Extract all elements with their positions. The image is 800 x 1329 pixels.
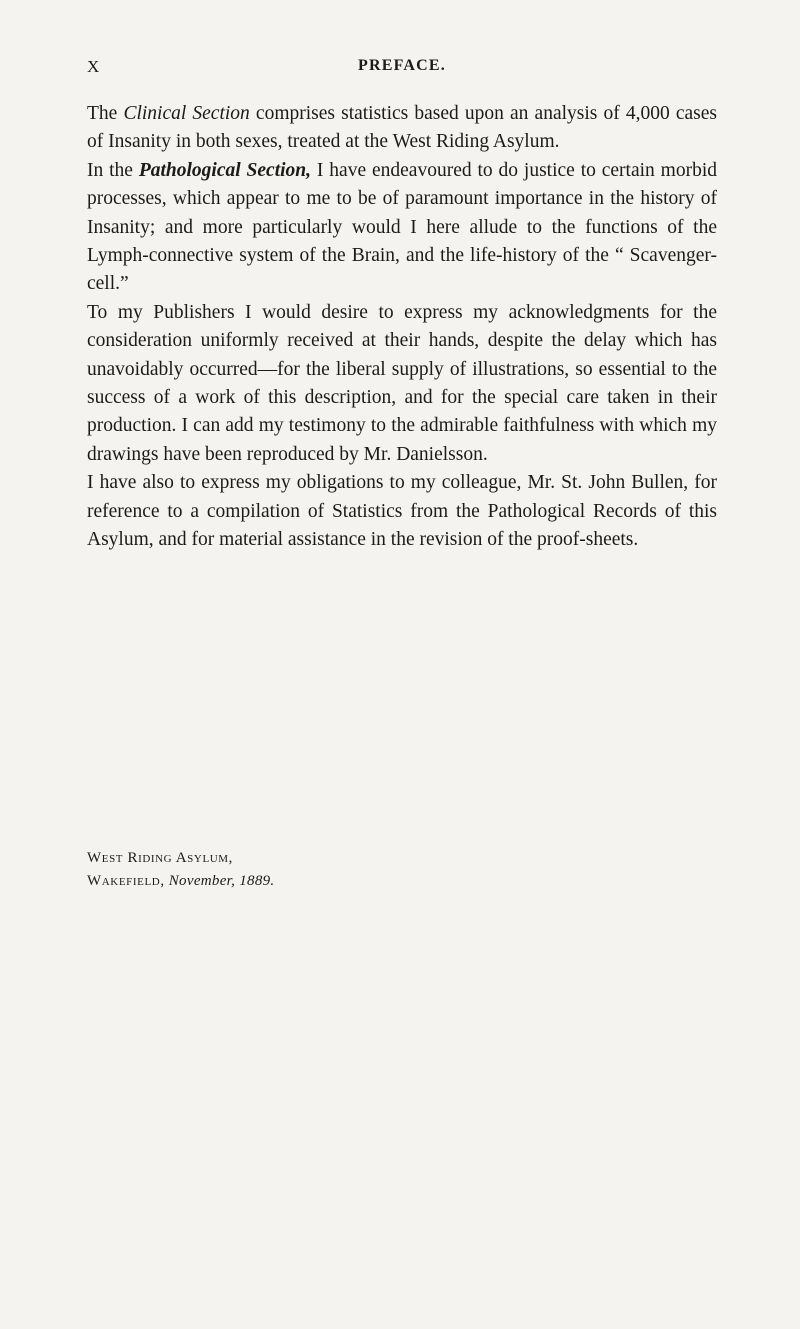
paragraph-publishers: To my Publishers I would desire to express my acknowledgments for the consideration uniformly received at their hands, despite the delay which has unavoidably occurred—for the liberal supply of illustrations, so essential to the success of a work of this description, and for the special care taken in their production. I can add my testimony to the admirable faithfulness with which my drawings have been reproduced by Mr. Danielsson.	[87, 301, 717, 465]
signature-place-date	[87, 870, 487, 893]
running-title: PREFACE.	[358, 57, 446, 74]
section-name: Pathological Section,	[138, 159, 312, 181]
paragraph-text: I have endeavoured to do justice to certain morbid processes, which appear to me to be of paramount importance in the history of Insanity; and more particularly would I here allude to the functions of the Lymph-connective system of the Brain, and the life-history of the “ Scavenger-cell.”	[87, 159, 718, 295]
paragraph-clinical-section	[87, 100, 717, 157]
page-number: X	[87, 57, 100, 76]
section-name: Clinical Section	[123, 103, 250, 124]
page-header	[87, 57, 717, 83]
paragraph-text: In the	[87, 159, 139, 181]
signature-place: Wakefield,	[87, 873, 165, 889]
paragraph-obligations: I have also to express my obligations to my colleague, Mr. St. John Bullen, for reference to a compilation of Statistics from the Pathological Records of this Asylum, and for material assistance in the revision of the proof-sheets.	[87, 472, 717, 551]
signature-location: West Riding Asylum,	[87, 850, 234, 866]
paragraph-pathological-section	[87, 157, 717, 299]
paragraph-text: The	[87, 103, 124, 124]
signature-date: November, 1889.	[168, 873, 275, 889]
paragraph-text: comprises statistics based upon an analysis of 4,000 cases of Insanity in both sexes, treated at the West Riding Asylum.	[87, 103, 717, 153]
preface-body	[87, 100, 717, 555]
signature-block	[87, 847, 487, 893]
